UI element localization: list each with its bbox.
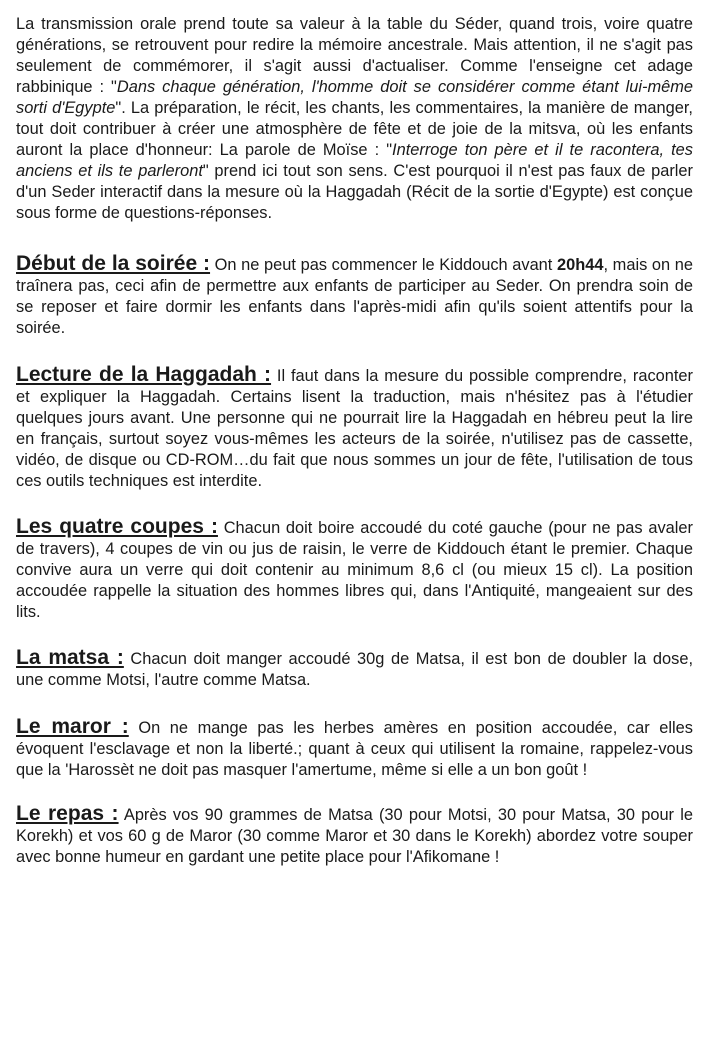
section-coupes-text: Chacun doit boire accoudé du coté gauche (pour ne pas avaler de travers), 4 coupes de vin ou jus de raisin, le verre de Kiddouch étant le premier. Chaque convive aura un verre qui doit contenir au minimum 8,6 cl (ou mieux 15 cl). La position accoudée rappelle la situation des hommes libres qui, dans l'Antiquité, mangeaient sur des lits. bbox=[16, 519, 693, 621]
section-debut bbox=[16, 253, 693, 339]
section-maror-heading: Le maror : bbox=[16, 715, 129, 738]
section-lecture-text: Il faut dans la mesure du possible comprendre, raconter et expliquer la Haggadah. Certains lisent la traduction, mais n'hésitez pas à l'étudier quelques jours avant. Une personne qui ne pourrait lire la Haggadah en hébreu peut la lire en français, surtout soyez vous-mêmes les acteurs de la soirée, n'utilisez pas de cassette, vidéo, de disque ou CD-ROM…du fait que nous sommes un jour de fête, l'utilisation de tous ces outils techniques est interdite. bbox=[16, 367, 693, 490]
section-debut-text-1: On ne peut pas commencer le Kiddouch avant bbox=[210, 256, 557, 274]
section-debut-heading: Début de la soirée : bbox=[16, 252, 211, 275]
section-maror-text: On ne mange pas les herbes amères en position accoudée, car elles évoquent l'esclavage et non la liberté.; quant à ceux qui utilisent la romaine, rappelez-vous que la 'Harossèt ne doit pas masquer l'amertume, même si elle a un bon goût ! bbox=[16, 719, 693, 779]
intro-text-1: La transmission orale prend toute sa valeur à la table du Séder, quand trois, voire quatre générations, se retrouvent pour redire la mémoire ancestrale. Mais attention, il ne s'agit pas seulement de commémorer, il s'agit aussi d'actualiser. Comme l'enseigne cet adage rabbinique : " bbox=[16, 15, 693, 96]
section-repas-text: Après vos 90 grammes de Matsa (30 pour Motsi, 30 pour Matsa, 30 pour le Korekh) et vos 60 g de Maror (30 comme Maror et 30 dans le Korekh) abordez votre souper avec bonne humeur en gardant une petite place pour l'Afikomane ! bbox=[16, 806, 693, 866]
section-maror bbox=[16, 716, 693, 781]
section-debut-time: 20h44 bbox=[557, 256, 604, 274]
section-repas-heading: Le repas : bbox=[16, 802, 119, 825]
section-coupes-heading: Les quatre coupes : bbox=[16, 515, 218, 538]
intro-text-2: ". La préparation, le récit, les chants, les commentaires, la manière de manger, tout doit contribuer à créer une atmosphère de fête et de joie de la mitsva, où les enfants auront la place d'honneur: La parole de Moïse : " bbox=[16, 99, 693, 159]
section-matsa-text: Chacun doit manger accoudé 30g de Matsa, il est bon de doubler la dose, une comme Motsi, l'autre comme Matsa. bbox=[16, 650, 693, 689]
section-coupes bbox=[16, 516, 693, 623]
intro-paragraph bbox=[16, 14, 693, 224]
section-matsa bbox=[16, 647, 693, 691]
section-lecture-heading: Lecture de la Haggadah : bbox=[16, 363, 272, 386]
intro-text-3: " prend ici tout son sens. C'est pourquoi il n'est pas faux de parler d'un Seder interactif dans la mesure où la Haggadah (Récit de la sortie d'Egypte) est conçue sous forme de questions-réponses. bbox=[16, 162, 693, 222]
document-page bbox=[16, 14, 693, 868]
section-repas bbox=[16, 803, 693, 868]
section-lecture bbox=[16, 364, 693, 492]
intro-quote-1: Dans chaque génération, l'homme doit se considérer comme étant lui-même sorti d'Egypte bbox=[16, 78, 694, 117]
intro-quote-2: Interroge ton père et il te racontera, tes anciens et ils te parleront bbox=[16, 141, 693, 180]
section-matsa-heading: La matsa : bbox=[16, 646, 124, 669]
section-debut-text-2: , mais on ne traînera pas, ceci afin de permettre aux enfants de participer au Seder. On prendra soin de se reposer et faire dormir les enfants dans l'après-midi afin qu'ils soient attentifs pour la soirée. bbox=[16, 256, 694, 337]
